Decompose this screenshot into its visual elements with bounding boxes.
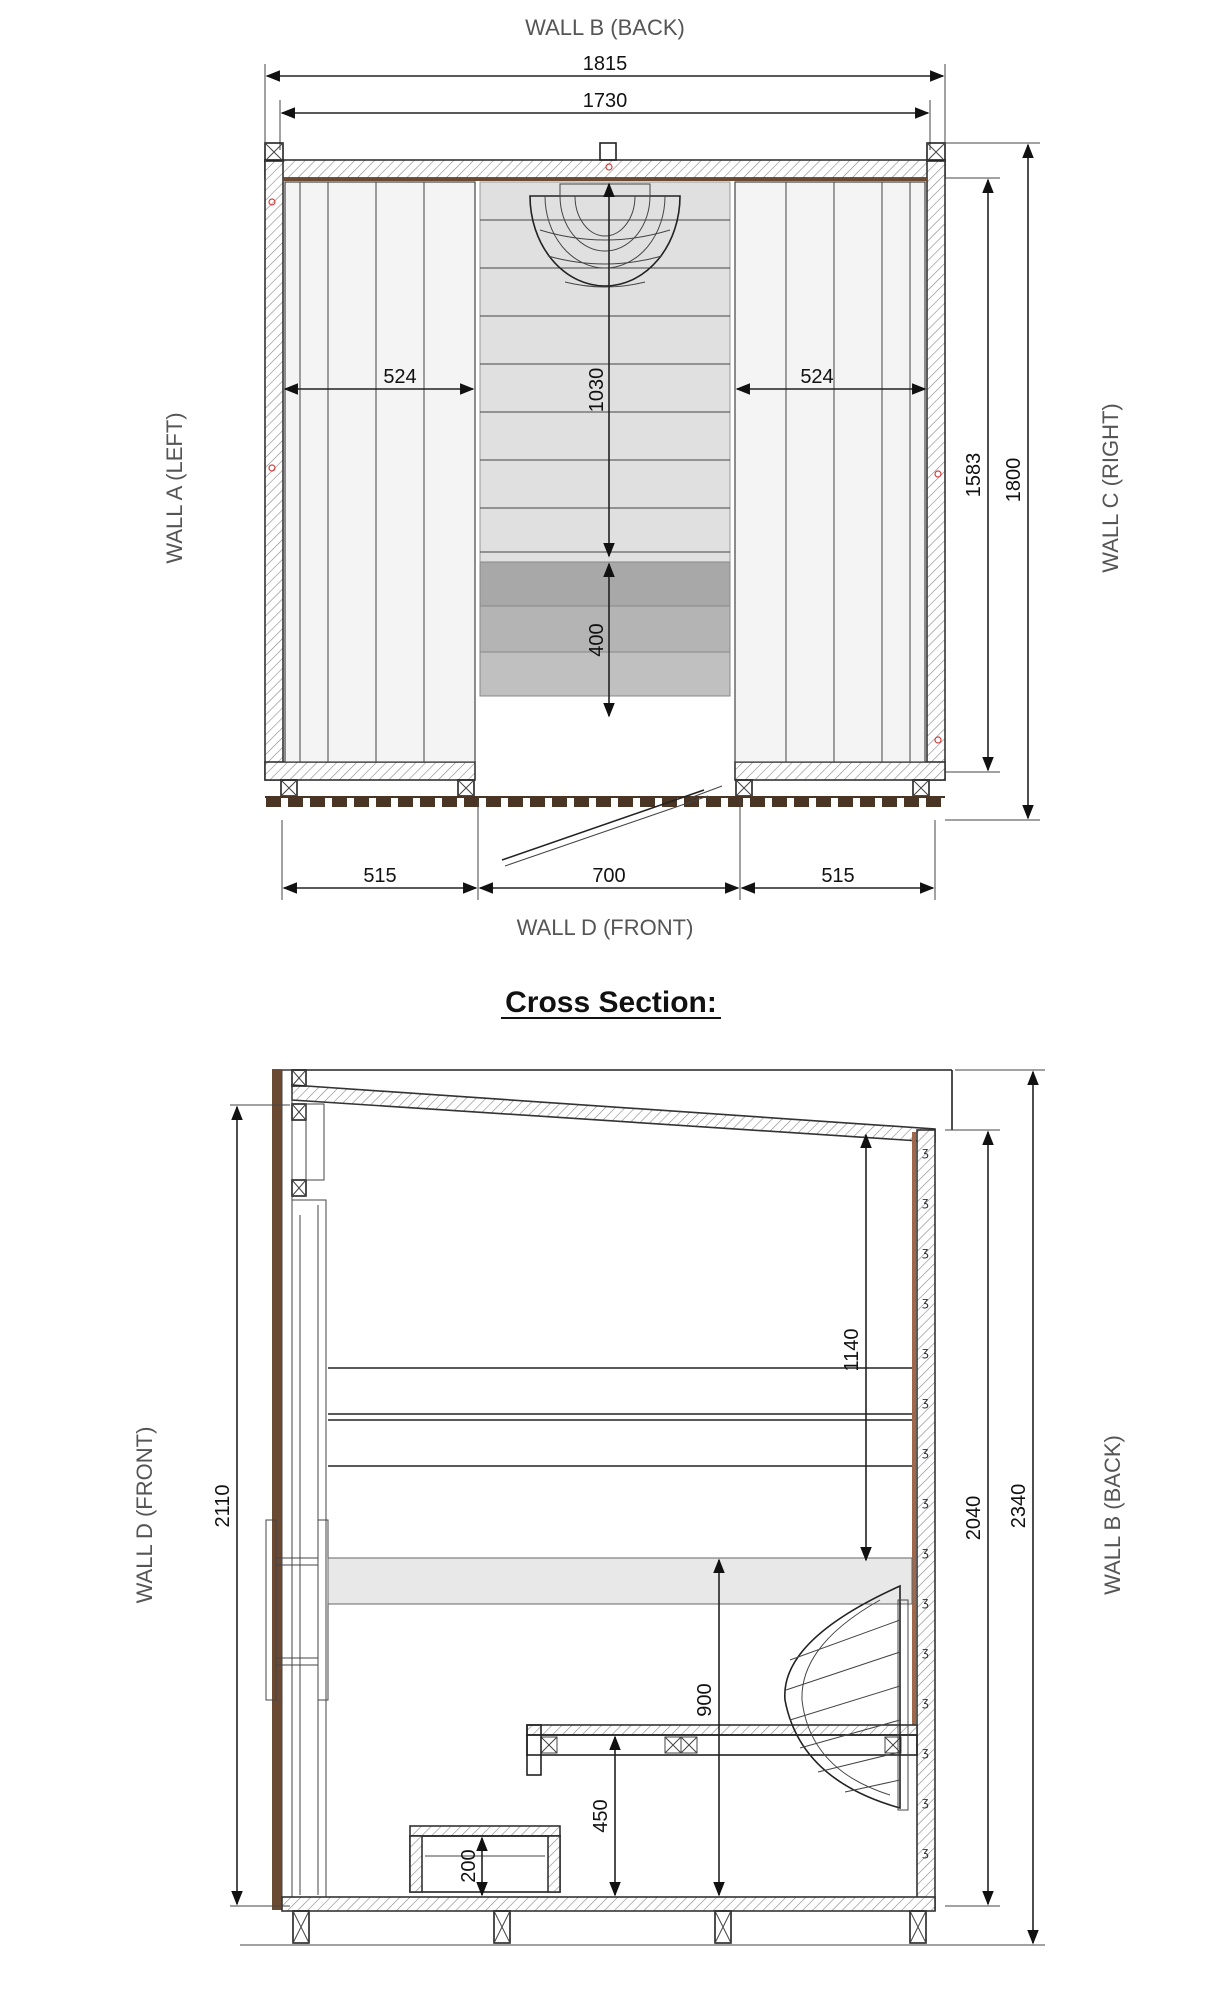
wall-clip: ʒ [922, 1595, 929, 1609]
section-floor [282, 1897, 935, 1911]
deck-board [926, 798, 941, 807]
wall-clip: ʒ [922, 1295, 929, 1309]
dim-bench-left-label: 524 [383, 366, 417, 388]
dim-upper-clear [841, 1135, 866, 1560]
wall-clip: ʒ [922, 1195, 929, 1209]
deck-board [530, 798, 545, 807]
section-wall-front-label: WALL D (FRONT) [132, 1426, 157, 1604]
dim-front-segments [282, 800, 935, 900]
dim-outer-depth-label: 1800 [1003, 457, 1025, 503]
deck-board [794, 798, 809, 807]
dim-inner-width [280, 90, 930, 150]
deck-board [332, 798, 347, 807]
wall-clip: ʒ [922, 1545, 929, 1559]
dim-outer-height [935, 1070, 1045, 1945]
wall-clip: ʒ [922, 1245, 929, 1259]
right-bench [735, 182, 925, 762]
back-wall-wood-lining [912, 1132, 916, 1727]
plan-wall-left-label: WALL A (LEFT) [162, 412, 187, 564]
plan-wall-right-label: WALL C (RIGHT) [1098, 403, 1123, 573]
floor-joists [293, 1911, 926, 1943]
deck-board [354, 798, 369, 807]
upper-bench-section [328, 1368, 912, 1604]
deck-board [464, 798, 479, 807]
wall-clip: ʒ [922, 1845, 929, 1859]
deck-board [772, 798, 787, 807]
floor-plan [162, 15, 1123, 940]
cross-section [132, 986, 1125, 1945]
dim-bench-height-label: 900 [694, 1683, 716, 1717]
left-bench [285, 182, 475, 762]
deck-board [838, 798, 853, 807]
dim-floor-depth-label: 400 [586, 623, 608, 657]
deck-board [508, 798, 523, 807]
heater-basket-side [785, 1586, 908, 1810]
deck-board [904, 798, 919, 807]
deck-board [728, 798, 743, 807]
dim-stool [458, 1838, 482, 1895]
wall-clip: ʒ [922, 1645, 929, 1659]
foot-stool [410, 1826, 560, 1892]
deck-board [288, 798, 303, 807]
dim-door-label: 700 [592, 865, 626, 887]
deck-board [882, 798, 897, 807]
dim-lower-bench [590, 1737, 615, 1895]
deck-board [596, 798, 611, 807]
plan-wall-back-label: WALL B (BACK) [525, 15, 685, 40]
dim-heater-depth-label: 1030 [586, 367, 608, 413]
deck-board [310, 798, 325, 807]
dim-outer-width-label: 1815 [582, 53, 628, 75]
back-wall-wood-trim [283, 178, 927, 181]
wall-clip: ʒ [922, 1695, 929, 1709]
deck-board [266, 798, 281, 807]
dim-front-left-label: 515 [363, 865, 397, 887]
dim-lower-bench-label: 450 [590, 1799, 612, 1833]
plan-front-wall-right [735, 762, 945, 780]
plan-front-wall-left [265, 762, 475, 780]
plan-wall-front-label: WALL D (FRONT) [516, 915, 694, 940]
deck-board [640, 798, 655, 807]
roof-slab [292, 1085, 935, 1142]
lower-bench-section [527, 1725, 917, 1775]
wall-clip: ʒ [922, 1345, 929, 1359]
deck-board [684, 798, 699, 807]
dim-inner-height-label: 2040 [963, 1495, 985, 1541]
dim-door-height-label: 2110 [212, 1484, 234, 1528]
dim-inner-width-label: 1730 [582, 90, 628, 112]
wall-clip: ʒ [922, 1445, 929, 1459]
dim-inner-height [945, 1130, 1000, 1906]
dim-front-right-label: 515 [821, 865, 855, 887]
dim-upper-clear-label: 1140 [841, 1328, 863, 1372]
wall-clip: ʒ [922, 1745, 929, 1759]
dim-stool-label: 200 [458, 1849, 480, 1883]
center-floor-slats [480, 182, 730, 696]
front-wood-cladding [272, 1070, 282, 1910]
deck-board [486, 798, 501, 807]
deck-board [750, 798, 765, 807]
deck-board [706, 798, 721, 807]
dim-inner-depth-label: 1583 [963, 452, 985, 498]
deck-board [442, 798, 457, 807]
front-deck-boards [265, 797, 945, 807]
deck-board [398, 798, 413, 807]
deck-board [574, 798, 589, 807]
deck-board [618, 798, 633, 807]
dim-bench-right-label: 524 [800, 366, 834, 388]
wall-clip: ʒ [922, 1795, 929, 1809]
deck-board [552, 798, 567, 807]
dim-outer-depth [945, 143, 1040, 820]
deck-board [816, 798, 831, 807]
section-title: Cross Section: [505, 986, 717, 1019]
dim-inner-depth [945, 178, 1000, 772]
back-wall-clips [922, 1145, 929, 1859]
wall-clip: ʒ [922, 1495, 929, 1509]
wall-clip: ʒ [922, 1395, 929, 1409]
section-wall-back-label: WALL B (BACK) [1100, 1435, 1125, 1595]
wall-clip: ʒ [922, 1145, 929, 1159]
deck-board [860, 798, 875, 807]
dim-outer-height-label: 2340 [1008, 1483, 1030, 1529]
deck-board [376, 798, 391, 807]
plan-back-wall [265, 160, 945, 178]
plan-right-wall [927, 160, 945, 780]
deck-board [420, 798, 435, 807]
